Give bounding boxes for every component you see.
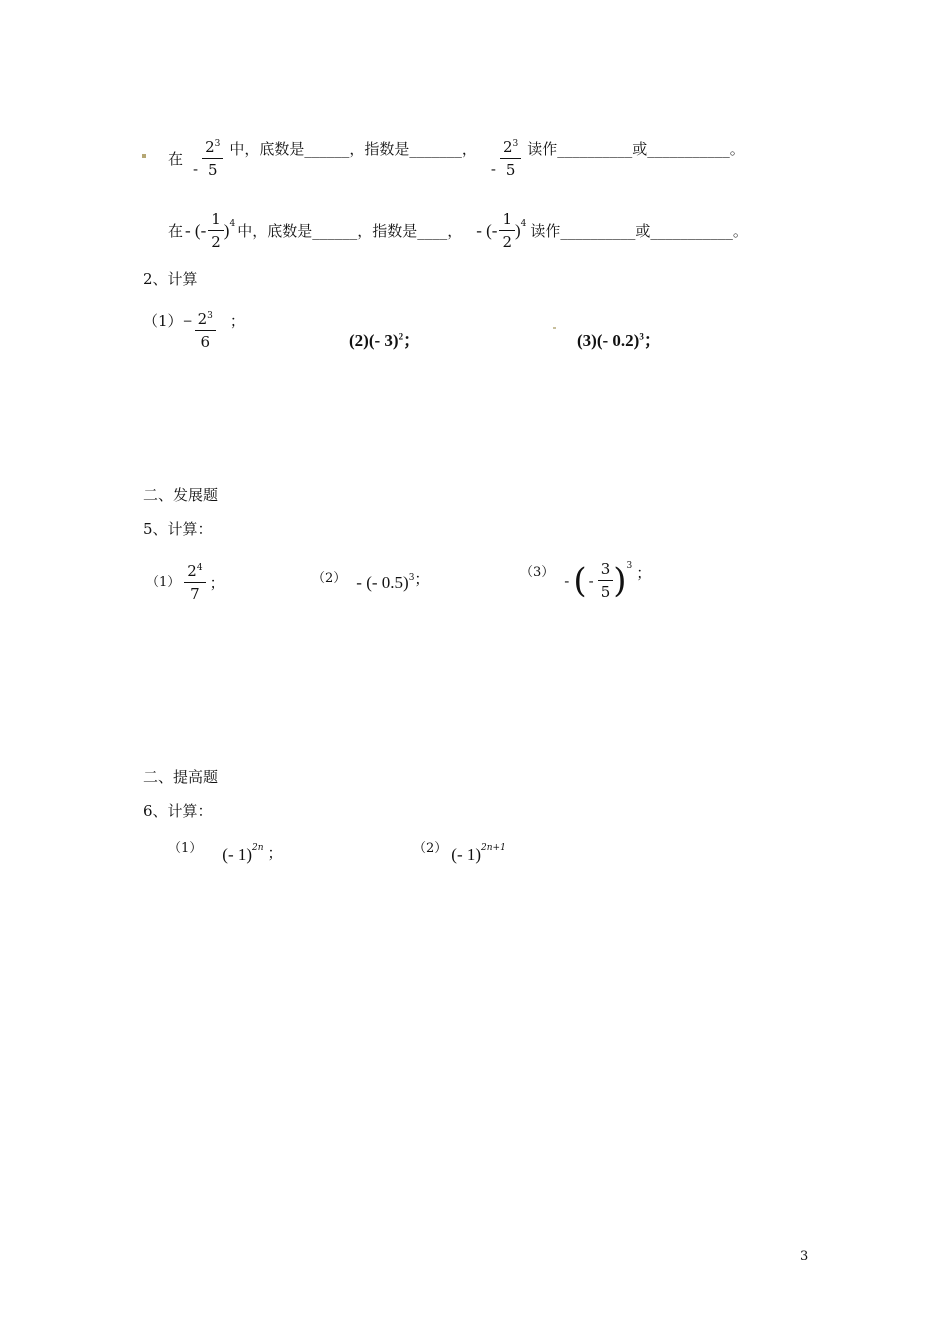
q2-item1-fraction [195, 312, 216, 350]
q1-l2-lead2: - (- [476, 221, 498, 240]
q6-title: 6、计算： [143, 802, 213, 820]
q5-item1-num: 2 [187, 562, 197, 580]
q5-item3-rparen: ) [613, 561, 627, 601]
q5-item2-expr: - (- 0.5) [356, 573, 409, 592]
marker-dot [553, 327, 556, 329]
q1-l1-den: 5 [207, 161, 218, 179]
q1-l2-text-end: 读作__________或___________。 [530, 222, 748, 240]
q1-l1-den2: 5 [505, 161, 516, 179]
q1-l1-minus2: - [490, 160, 496, 178]
q2-item1-exp: 3 [207, 311, 213, 321]
q2-item1-label: （1） [143, 312, 183, 330]
q5-item1-exp: 4 [196, 563, 203, 573]
bullet-dot [142, 154, 146, 158]
q1-l2-num2: 1 [499, 212, 515, 231]
q1-l1-exp: 3 [214, 139, 221, 149]
q6-item1-label: （1） [168, 841, 203, 856]
q6-item1-expr: (- 1) [222, 845, 253, 864]
q1-l2-lead: - (- [185, 221, 207, 240]
q2-item1-end: ； [229, 312, 245, 330]
q1-l1-fraction2 [500, 140, 521, 178]
q5-item3-num: 3 [598, 562, 614, 581]
q6-item-2: （2） (- 1) 2n+1 [413, 841, 506, 864]
q2-title: 2、计算 [143, 270, 198, 288]
q5-item3-label: （3） [520, 565, 555, 580]
q1-line1 [168, 140, 745, 178]
q2-item2-exp: 2 [398, 331, 404, 342]
q1-line2: 在 - (- $\frac{1}{2}$ ) 4 中，底数是______，指数是____， - (- $\frac{1}{2}$ ) 4 读作__________或___________。 [168, 210, 748, 251]
q1-l1-pre: 在 [168, 150, 184, 168]
q2-item3-expr: (3)(- 0.2) [577, 331, 640, 350]
q1-l2-text-mid: 中，底数是______，指数是____， [237, 222, 463, 240]
q1-l1-text-end: 读作__________或___________。 [527, 140, 745, 158]
q1-l2-den2: 2 [502, 233, 512, 251]
q6-item2-expr: (- 1) [451, 845, 482, 864]
q5-item1-fraction [184, 564, 205, 602]
q6-item2-label: （2） [413, 841, 448, 856]
q2-item3-end: ； [643, 331, 661, 350]
q1-l2-fraction2 [499, 212, 515, 250]
q5-item3-fraction [598, 562, 614, 600]
q5-item-3: （3） - ( - $\frac{3}{5}$ ) 3 ； [520, 560, 652, 601]
q5-item3-lparen: ( [573, 561, 587, 601]
q5-item1-label: （1） [146, 575, 181, 590]
q1-l1-exp2: 3 [512, 139, 519, 149]
q5-item3-end: ； [636, 564, 652, 582]
q1-l1-text-mid: 中，底数是______，指数是_______， [229, 140, 477, 158]
q1-l2-close2: ) [515, 221, 521, 240]
q1-l1-num: 2 [205, 138, 215, 156]
q2-item1-den: 6 [200, 333, 211, 351]
q1-l2-close: ) [223, 221, 230, 240]
sec2-title: 二、发展题 [143, 486, 219, 504]
q5-item2-end: ； [414, 570, 430, 588]
q5-item2-label: （2） [312, 571, 347, 586]
q2-item-3 [577, 326, 661, 351]
q2-item3-exp: 3 [639, 331, 644, 342]
q5-item-1 [146, 564, 225, 602]
q1-l2-den: 2 [211, 233, 221, 251]
q2-item-1 [143, 312, 245, 350]
page-number: 3 [800, 1249, 809, 1264]
q5-item-2: （2） - (- 0.5) 3 ； [312, 570, 430, 592]
q5-item1-end: ； [209, 574, 225, 592]
q5-item1-den: 7 [190, 585, 200, 603]
q2-item2-end: ； [403, 331, 421, 350]
q2-item1-num: 2 [197, 310, 208, 328]
q2-item2-expr: (2)(- 3) [349, 331, 399, 350]
q1-l2-fraction [208, 212, 224, 250]
q2-item1-minus: − [182, 314, 193, 328]
q5-item3-minus: - [564, 572, 570, 590]
q5-title: 5、计算： [143, 520, 213, 538]
q1-l1-minus: - [193, 160, 199, 178]
q5-item3-den: 5 [600, 583, 611, 601]
q6-item1-end: ； [267, 844, 283, 862]
q2-item-2 [349, 326, 420, 351]
q1-l2-pre: 在 [168, 222, 184, 240]
sec3-title: 二、提高题 [143, 768, 219, 786]
q6-item-1: （1） (- 1) 2n ； [168, 841, 283, 864]
q1-l1-fraction [202, 140, 223, 178]
q1-l1-num2: 2 [502, 138, 513, 156]
q1-l2-num: 1 [208, 212, 224, 231]
q5-item3-inner-minus: - [588, 572, 594, 590]
